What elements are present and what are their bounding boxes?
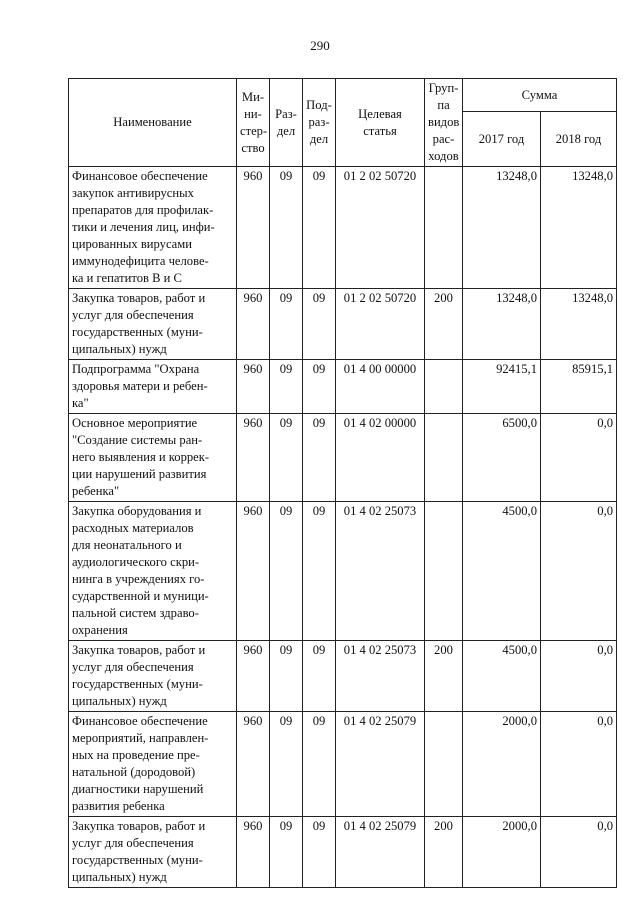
row-name: Закупка оборудования и расходных материалов для неонатального и аудиологического скри- нинга в учреждениях го- сударственной и муници- пальной систем здраво- охранения <box>69 502 237 641</box>
row-expense-group: 200 <box>425 641 463 712</box>
row-sum-2017: 13248,0 <box>463 289 541 360</box>
row-sum-2018: 0,0 <box>541 712 617 817</box>
row-name: Финансовое обеспечение мероприятий, направлен- ных на проведение пре- натальной (дородовой) диагностики нарушений развития ребенка <box>69 712 237 817</box>
row-target: 01 4 00 00000 <box>336 360 425 414</box>
row-section: 09 <box>270 712 303 817</box>
header-sum: Сумма <box>463 79 617 112</box>
row-section: 09 <box>270 414 303 502</box>
table-row <box>69 641 617 712</box>
row-subsection: 09 <box>303 817 336 888</box>
row-expense-group <box>425 712 463 817</box>
header-subsection: Под- раз- дел <box>303 79 336 167</box>
header-name: Наименование <box>69 79 237 167</box>
header-section: Раз- дел <box>270 79 303 167</box>
row-section: 09 <box>270 817 303 888</box>
row-target: 01 4 02 25073 <box>336 641 425 712</box>
row-name: Закупка товаров, работ и услуг для обеспечения государственных (муни- ципальных) нужд <box>69 817 237 888</box>
row-subsection: 09 <box>303 360 336 414</box>
row-target: 01 2 02 50720 <box>336 289 425 360</box>
row-ministry: 960 <box>237 167 270 289</box>
row-section: 09 <box>270 167 303 289</box>
table-row <box>69 817 617 888</box>
row-subsection: 09 <box>303 712 336 817</box>
row-sum-2017: 6500,0 <box>463 414 541 502</box>
row-subsection: 09 <box>303 641 336 712</box>
row-sum-2018: 13248,0 <box>541 289 617 360</box>
row-ministry: 960 <box>237 289 270 360</box>
row-section: 09 <box>270 641 303 712</box>
row-sum-2017: 4500,0 <box>463 641 541 712</box>
budget-table <box>68 78 617 888</box>
row-sum-2017: 2000,0 <box>463 712 541 817</box>
row-name: Закупка товаров, работ и услуг для обеспечения государственных (муни- ципальных) нужд <box>69 289 237 360</box>
row-target: 01 4 02 00000 <box>336 414 425 502</box>
row-name: Подпрограмма "Охрана здоровья матери и ребен- ка" <box>69 360 237 414</box>
row-expense-group <box>425 167 463 289</box>
row-ministry: 960 <box>237 502 270 641</box>
row-sum-2018: 0,0 <box>541 414 617 502</box>
row-subsection: 09 <box>303 414 336 502</box>
table-row <box>69 360 617 414</box>
row-target: 01 4 02 25079 <box>336 712 425 817</box>
row-sum-2017: 92415,1 <box>463 360 541 414</box>
row-subsection: 09 <box>303 502 336 641</box>
table-row <box>69 167 617 289</box>
row-subsection: 09 <box>303 167 336 289</box>
row-target: 01 4 02 25073 <box>336 502 425 641</box>
header-target: Целевая статья <box>336 79 425 167</box>
row-ministry: 960 <box>237 712 270 817</box>
row-expense-group <box>425 502 463 641</box>
row-section: 09 <box>270 502 303 641</box>
row-target: 01 2 02 50720 <box>336 167 425 289</box>
row-expense-group: 200 <box>425 289 463 360</box>
row-ministry: 960 <box>237 817 270 888</box>
row-name: Закупка товаров, работ и услуг для обеспечения государственных (муни- ципальных) нужд <box>69 641 237 712</box>
row-subsection: 09 <box>303 289 336 360</box>
row-sum-2017: 4500,0 <box>463 502 541 641</box>
row-section: 09 <box>270 289 303 360</box>
header-year-2018: 2018 год <box>541 112 617 167</box>
row-ministry: 960 <box>237 360 270 414</box>
table-row <box>69 414 617 502</box>
row-sum-2018: 13248,0 <box>541 167 617 289</box>
header-year-2017: 2017 год <box>463 112 541 167</box>
row-sum-2018: 85915,1 <box>541 360 617 414</box>
row-expense-group <box>425 360 463 414</box>
row-expense-group <box>425 414 463 502</box>
row-name: Основное мероприятие "Создание системы ран- него выявления и коррек- ции нарушений развития ребенка" <box>69 414 237 502</box>
row-sum-2018: 0,0 <box>541 502 617 641</box>
table-row <box>69 502 617 641</box>
row-section: 09 <box>270 360 303 414</box>
header-ministry: Ми- ни- стер- ство <box>237 79 270 167</box>
table-row <box>69 289 617 360</box>
row-sum-2017: 2000,0 <box>463 817 541 888</box>
row-name: Финансовое обеспечение закупок антивирусных препаратов для профилак- тики и лечения лиц, инфи- цированных вирусами иммунодефицита челове- ка и гепатитов В и С <box>69 167 237 289</box>
table-row <box>69 712 617 817</box>
row-sum-2017: 13248,0 <box>463 167 541 289</box>
row-sum-2018: 0,0 <box>541 817 617 888</box>
row-expense-group: 200 <box>425 817 463 888</box>
row-sum-2018: 0,0 <box>541 641 617 712</box>
page-number: 290 <box>310 38 330 53</box>
row-ministry: 960 <box>237 641 270 712</box>
row-target: 01 4 02 25079 <box>336 817 425 888</box>
header-expense-group: Груп- па видов рас- ходов <box>425 79 463 167</box>
row-ministry: 960 <box>237 414 270 502</box>
